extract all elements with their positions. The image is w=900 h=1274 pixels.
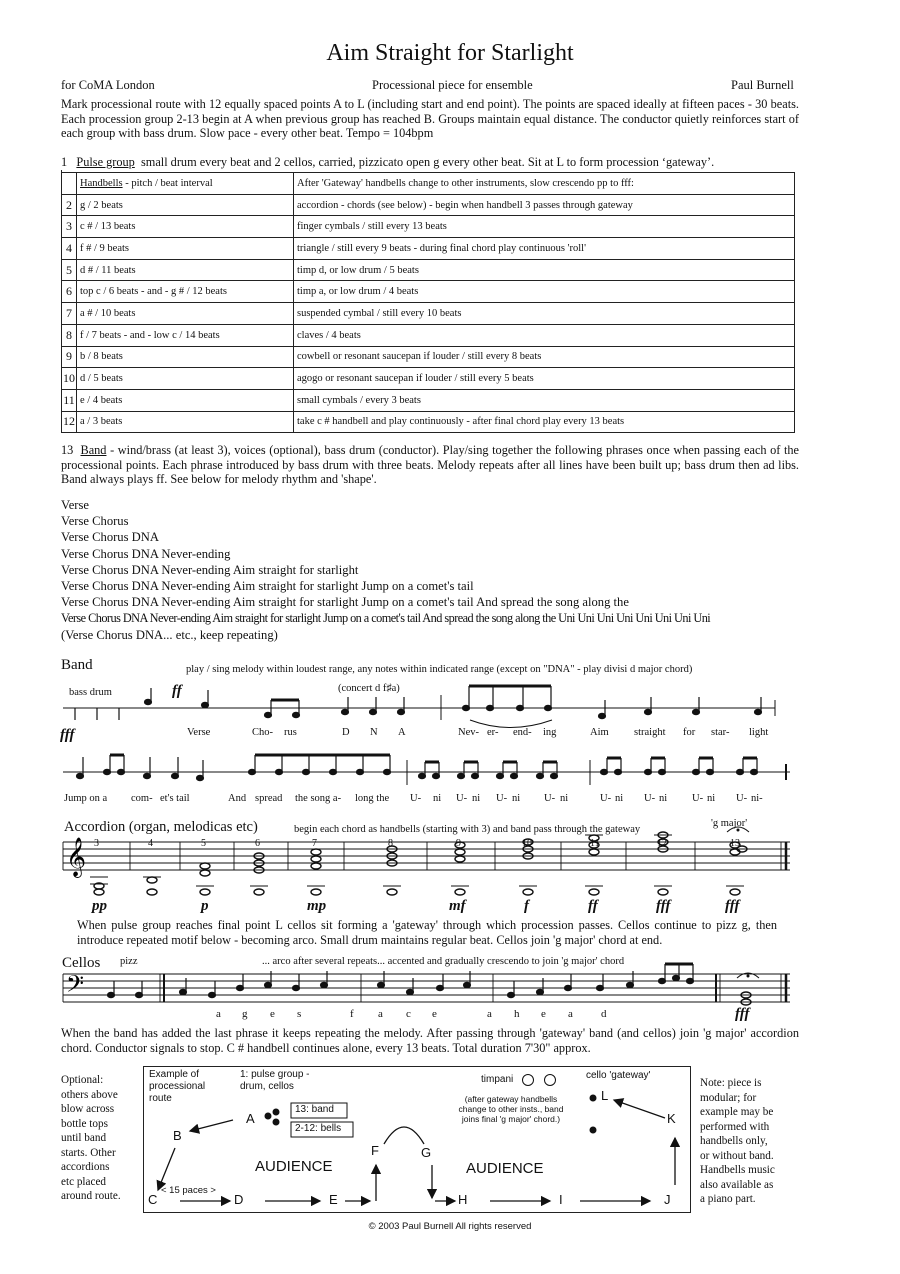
chord-number: 6 [255, 838, 260, 849]
verse-line: Verse Chorus DNA [61, 530, 159, 545]
table-row: 5 d # / 11 beats timp d, or low drum / 5 beats [62, 259, 795, 281]
cello-letter: a [216, 1008, 221, 1020]
route-point-g: G [421, 1145, 432, 1160]
lyric: ni [512, 793, 521, 804]
dynamic-marking: fff [725, 898, 740, 914]
bass-clef-icon: 𝄢 [66, 972, 85, 1003]
band-box-label: 13: band [295, 1104, 334, 1115]
pulse-group-number: 1 [61, 155, 68, 169]
chord-number: 12 [657, 838, 667, 849]
lyric: U- [410, 793, 422, 804]
verse-line: Verse Chorus DNA Never-ending [61, 546, 231, 561]
lyric: U- [544, 793, 556, 804]
optional-note: Optional: others above blow across bottle tops until band starts. Other accordions etc placed around route. [61, 1074, 121, 1202]
g-major-label: 'g major' [711, 818, 748, 829]
verse-line: Verse Chorus DNA Never-ending Aim straight for starlight Jump on a comet's tail [61, 579, 474, 594]
dynamic-marking: mf [449, 898, 466, 914]
lyric: U- [644, 793, 656, 804]
accordion-heading: Accordion (organ, melodicas etc) [64, 819, 258, 835]
lyric: U- [600, 793, 612, 804]
lyric: com- [131, 793, 153, 804]
verse-line: Verse Chorus DNA Never-ending Aim straight for starlight Jump on a comet's tail And spread the song along the [61, 595, 629, 610]
pulse-group-label: Pulse group [76, 155, 135, 169]
modular-note: Note: piece is modular; for example may be performed with handbells only, or without band. Handbells music also available as a piano part. [700, 1077, 775, 1205]
cello-letter: c [406, 1008, 411, 1020]
after-gateway-note: (after gateway handbells change to other insts., band joins final 'g major' chord.) [458, 1094, 564, 1124]
chord-number: 7 [312, 838, 317, 849]
cello-letter: e [541, 1008, 546, 1020]
pulse-group-text: small drum every beat and 2 cellos, carried, pizzicato open g every other beat. Sit at L to form procession ‘gateway’. [140, 155, 715, 169]
dynamic-marking: ff [588, 898, 598, 914]
lyric: ni [707, 793, 716, 804]
route-pulse-label: 1: pulse group - drum, cellos [240, 1069, 310, 1092]
cello-letter: a [378, 1008, 383, 1020]
lyric: D [342, 727, 350, 738]
dynamic-marking: mp [307, 898, 327, 914]
lyric: Cho- [252, 727, 273, 738]
lyric: spread [255, 793, 283, 804]
band-number: 13 [61, 443, 74, 457]
lyric: Jump on a [64, 793, 108, 804]
lyric: long the [355, 793, 390, 804]
lyric: et's tail [160, 793, 190, 804]
concert-label: (concert d f♯a) [338, 683, 400, 694]
cello-letter: f [350, 1008, 354, 1020]
timpani-icon [523, 1075, 556, 1086]
lyric: U- [692, 793, 704, 804]
intro-paragraph: Mark processional route with 12 equally spaced points A to L (including start and end point). The points are spaced ideally at fifteen paces - 30 beats. Each procession group 2-13 begin at A when previous group has reached B. Groups maintain equal distance. The conductor quietly reinforces start of each group with bass drum. Slow pace - every other beat. Tempo = 104bpm [61, 97, 799, 140]
lyric: ni [560, 793, 569, 804]
chord-number: 9 [456, 838, 461, 849]
gateway-paragraph: When pulse group reaches final point L cellos sit forming a 'gateway' through which procession passes. Cellos continue to pizz g, then introduce repeated motif below - becoming arco. Small drum maintains regular beat. Cellos join 'g major' chord at end. [77, 918, 777, 947]
cello-dynamic: fff [735, 1006, 750, 1022]
lyric: ni- [751, 793, 763, 804]
route-point-h: H [458, 1192, 468, 1207]
table-row: 12 a / 3 beats take c # handbell and play continuously - after final chord play every 13 beats [62, 411, 795, 433]
band-text: - wind/brass (at least 3), voices (optional), bass drum (conductor). Play/sing together the following phrases once when passing each of the processional points. Each phrase introduced by bass drum with three beats. Melody repeats after all lines have been built up; bass drum then ad libs. Band always plays ff. See below for melody rhythm and 'shape'. [61, 443, 800, 486]
table-row: 8 f / 7 beats - and - low c / 14 beats claves / 4 beats [62, 324, 795, 346]
lyric: ing [543, 727, 557, 738]
route-example-label: Example of processional route [149, 1069, 206, 1104]
table-row: 9 b / 8 beats cowbell or resonant saucepan if louder / still every 8 beats [62, 346, 795, 368]
route-point-e: E [329, 1192, 338, 1207]
table-row: 4 f # / 9 beats triangle / still every 9 beats - during final chord play continuous 'roll' [62, 238, 795, 260]
lyric: ni [615, 793, 624, 804]
dedication: for CoMA London [61, 78, 155, 92]
cello-letter: a [568, 1008, 573, 1020]
cello-letter: g [242, 1008, 248, 1020]
chord-number: 3 [94, 838, 99, 849]
lyric: straight [634, 727, 666, 738]
route-arrows [158, 1100, 675, 1201]
lyric: U- [736, 793, 748, 804]
subtitle: Processional piece for ensemble [372, 78, 533, 92]
chord-number: 5 [201, 838, 206, 849]
copyright-footer: © 2003 Paul Burnell All rights reserved [368, 1221, 532, 1232]
lyric: star- [711, 727, 730, 738]
bells-box-label: 2-12: bells [295, 1123, 342, 1134]
lyric: A [398, 727, 406, 738]
cello-gateway-label: cello 'gateway' [586, 1070, 651, 1081]
verse-line: (Verse Chorus DNA... etc., keep repeating) [61, 627, 278, 642]
lyric: for [683, 727, 696, 738]
verse-line: Verse Chorus DNA Never-ending Aim straight for starlight Jump on a comet's tail And spread the song along the Uni Uni Uni Uni Uni Uni Uni Uni [61, 611, 711, 626]
lyric: the song a- [295, 793, 342, 804]
table-header-cell: Handbells - pitch / beat interval [77, 173, 294, 195]
composer: Paul Burnell [731, 78, 794, 92]
route-point-a: A [246, 1111, 255, 1126]
chord-number: 8 [388, 838, 393, 849]
route-point-k: K [667, 1111, 676, 1126]
lyric: ni [472, 793, 481, 804]
verse-line: Verse [61, 498, 89, 512]
treble-clef-icon: 𝄞 [66, 839, 87, 876]
table-row: 10 d / 5 beats agogo or resonant saucepan if louder / still every 5 beats [62, 368, 795, 390]
dynamic-fff: fff [60, 727, 75, 743]
lyric: N [370, 727, 378, 738]
dynamic-marking: fff [656, 898, 671, 914]
cello-letter: e [270, 1008, 275, 1020]
chord-number: 4 [148, 838, 153, 849]
cello-letter: h [514, 1008, 520, 1020]
band-label: Band [80, 443, 107, 457]
verse-line: Verse Chorus [61, 514, 129, 529]
lyric: ni [433, 793, 442, 804]
audience-label-left: AUDIENCE [255, 1158, 333, 1175]
band-score-heading: Band [61, 657, 93, 673]
lyric: rus [284, 727, 297, 738]
lyric: Aim [590, 727, 609, 738]
dynamic-ff: ff [172, 683, 182, 699]
accordion-instruction: begin each chord as handbells (starting with 3) and band pass through the gateway [294, 824, 641, 835]
cello-letter: e [432, 1008, 437, 1020]
cello-letter: s [297, 1008, 302, 1020]
verse-line: Verse Chorus DNA Never-ending Aim straight for starlight [61, 562, 359, 577]
table-row: 2 g / 2 beats accordion - chords (see below) - begin when handbell 3 passes through gateway [62, 194, 795, 216]
lyric: Verse [187, 727, 211, 738]
cellos-instruction: ... arco after several repeats... accented and gradually crescendo to join 'g major' chord [262, 956, 625, 967]
route-point-l: L [601, 1088, 609, 1103]
gateway-arch-icon [384, 1127, 424, 1144]
table-header-cell: After 'Gateway' handbells change to other instruments, slow crescendo pp to fff: [294, 173, 795, 195]
lyric: end- [513, 727, 532, 738]
chord-number: 10 [522, 838, 532, 849]
chord-number: 11 [590, 838, 600, 849]
route-point-c: C [148, 1192, 158, 1207]
band-score-instruction: play / sing melody within loudest range, any notes within indicated range (except on "DNA" - play divisi d major chord) [186, 664, 693, 675]
cello-letter: d [601, 1008, 607, 1020]
audience-label-right: AUDIENCE [466, 1160, 544, 1177]
lyric: U- [496, 793, 508, 804]
table-row: 3 c # / 13 beats finger cymbals / still every 13 beats [62, 216, 795, 238]
route-point-i: I [559, 1192, 563, 1207]
route-point-b: B [173, 1128, 182, 1143]
table-row: 6 top c / 6 beats - and - g # / 12 beats timp a, or low drum / 4 beats [62, 281, 795, 303]
paces-label: < 15 paces > [161, 1185, 216, 1196]
lyric: ni [659, 793, 668, 804]
timpani-label: timpani [481, 1074, 514, 1085]
dynamic-marking: p [201, 898, 209, 914]
lyric: er- [487, 727, 499, 738]
page-title: Aim Straight for Starlight [326, 40, 574, 66]
cello-letter: a [487, 1008, 492, 1020]
cellos-heading: Cellos [62, 955, 101, 971]
dynamic-marking: pp [92, 898, 107, 914]
bass-drum-label: bass drum [69, 687, 112, 698]
chord-number: 13 [730, 838, 740, 849]
route-point-d: D [234, 1192, 244, 1207]
closing-paragraph: When the band has added the last phrase it keeps repeating the melody. After passing through 'gateway' band (and cellos) join 'g major' accordion chord. Conductor signals to stop. C # handbell continues alone, every 13 beats. Total duration 7'30" approx. [61, 1026, 799, 1055]
dynamic-marking: f [524, 898, 529, 914]
lyric: And [228, 793, 247, 804]
table-row: 11 e / 4 beats small cymbals / every 3 beats [62, 389, 795, 411]
route-point-f: F [371, 1143, 379, 1158]
route-point-j: J [664, 1192, 671, 1207]
table-row: 7 a # / 10 beats suspended cymbal / still every 10 beats [62, 303, 795, 325]
pizz-label: pizz [120, 956, 138, 967]
lyric: U- [456, 793, 468, 804]
lyric: Nev- [458, 727, 479, 738]
lyric: light [749, 727, 769, 738]
